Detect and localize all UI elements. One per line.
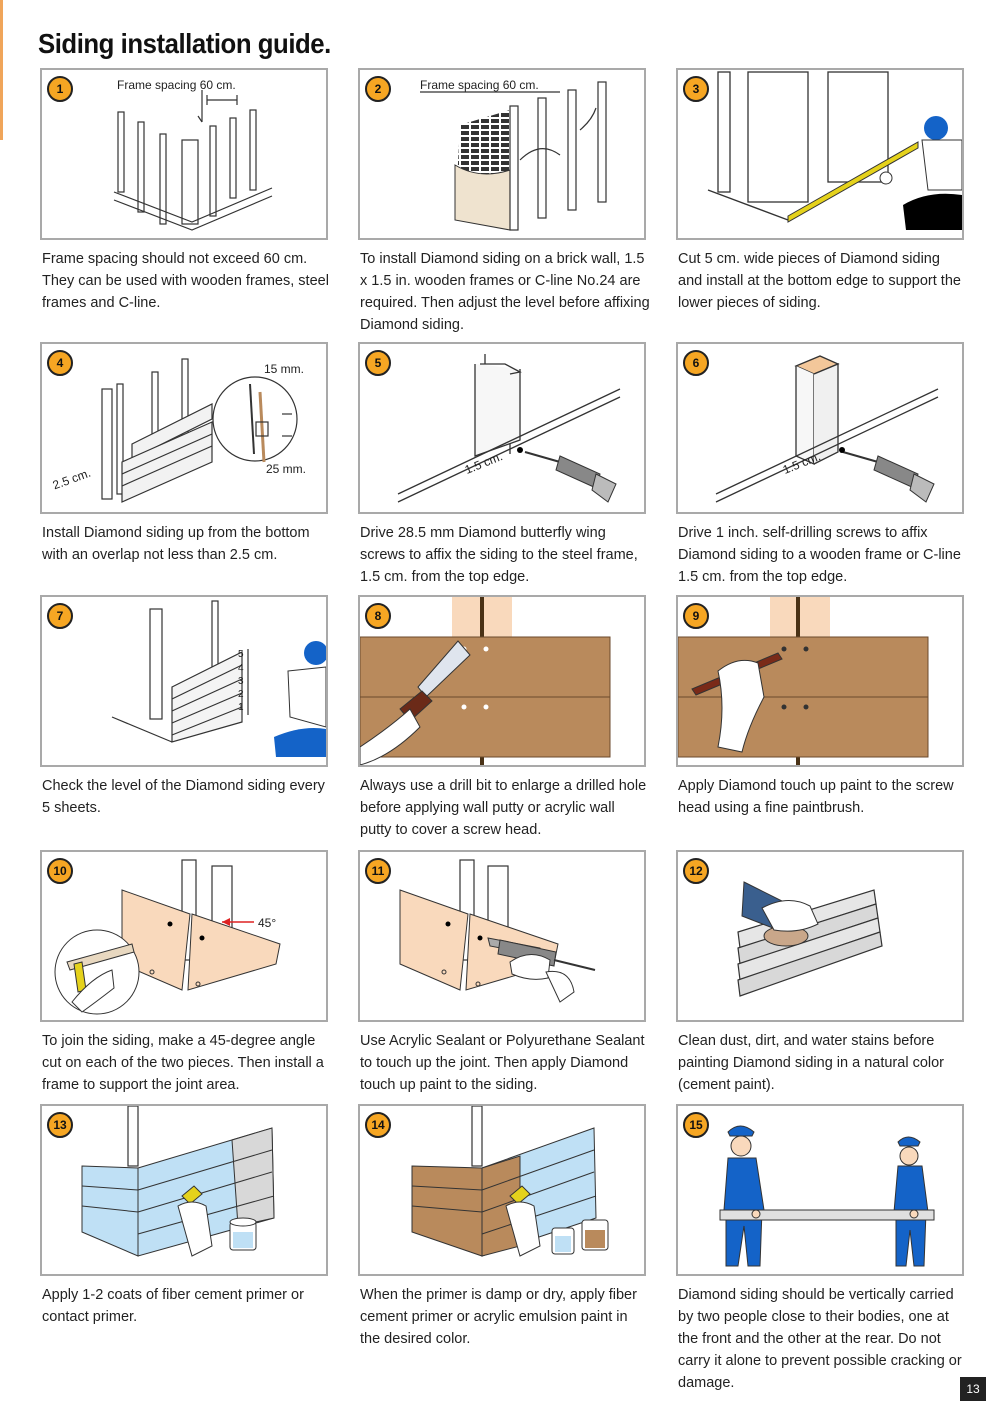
step-4-illustration	[40, 342, 328, 514]
step-number-badge: 3	[683, 76, 709, 102]
step-7-illustration	[40, 595, 328, 767]
sheet-count-4: 4	[238, 663, 244, 674]
step-caption: To join the siding, make a 45-degree angle cut on each of the two pieces. Then install a frame to support the joint area.	[42, 1033, 324, 1093]
page-edge-accent	[0, 0, 3, 140]
step-number-badge: 2	[365, 76, 391, 102]
step-caption: Drive 1 inch. self-drilling screws to affix Diamond siding to a wooden frame or C-line 1.5 cm. from the top edge.	[678, 525, 961, 585]
paint-illustration	[360, 1106, 644, 1274]
brick-wall-illustration	[360, 70, 644, 238]
step-number-badge: 8	[365, 603, 391, 629]
step-caption: Apply 1-2 coats of fiber cement primer or contact primer.	[42, 1287, 304, 1325]
step-1	[40, 68, 328, 314]
step-10-illustration	[40, 850, 328, 1022]
step-number-badge: 4	[47, 350, 73, 376]
step-number-badge: 6	[683, 350, 709, 376]
step-8	[358, 595, 646, 841]
step-caption: Cut 5 cm. wide pieces of Diamond siding and install at the bottom edge to support the lower pieces of siding.	[678, 251, 961, 311]
step-1-illustration	[40, 68, 328, 240]
step-caption: Always use a drill bit to enlarge a drilled hole before applying wall putty or acrylic wall putty to cover a screw head.	[360, 778, 647, 838]
step-4	[40, 342, 328, 566]
page-title: Siding installation guide.	[38, 28, 331, 59]
dimension-label-25mm: 25 mm.	[266, 462, 307, 476]
touch-up-paint-illustration	[678, 597, 962, 765]
step-number-badge: 1	[47, 76, 73, 102]
step-11-illustration	[358, 850, 646, 1022]
steel-frame-screw-illustration	[360, 344, 644, 512]
step-number-badge: 7	[47, 603, 73, 629]
step-14	[358, 1104, 646, 1350]
primer-illustration	[42, 1106, 326, 1274]
step-number-badge: 11	[365, 858, 391, 884]
frame-grid-illustration	[42, 70, 326, 238]
step-7	[40, 595, 328, 819]
step-3	[676, 68, 964, 314]
sheet-count-3: 3	[238, 676, 244, 687]
page-number: 13	[960, 1377, 986, 1401]
step-caption: Clean dust, dirt, and water stains before painting Diamond siding in a natural color (cement paint).	[678, 1033, 944, 1093]
step-6	[676, 342, 964, 588]
step-number-badge: 15	[683, 1112, 709, 1138]
step-11	[358, 850, 646, 1096]
step-2	[358, 68, 650, 336]
cleaning-illustration	[678, 852, 962, 1020]
step-caption: When the primer is damp or dry, apply fiber cement primer or acrylic emulsion paint in the desired color.	[360, 1287, 637, 1347]
step-caption: Use Acrylic Sealant or Polyurethane Sealant to touch up the joint. Then apply Diamond touch up paint to the siding.	[360, 1033, 645, 1093]
step-caption: Check the level of the Diamond siding every 5 sheets.	[42, 778, 325, 816]
step-caption: Install Diamond siding up from the bottom with an overlap not less than 2.5 cm.	[42, 525, 310, 563]
step-caption: Apply Diamond touch up paint to the screw head using a fine paintbrush.	[678, 778, 954, 816]
step-13	[40, 1104, 328, 1328]
step-13-illustration	[40, 1104, 328, 1276]
step-number-badge: 10	[47, 858, 73, 884]
step-caption: Frame spacing should not exceed 60 cm. They can be used with wooden frames, steel frames and C-line.	[42, 251, 329, 311]
sheet-count-5: 5	[238, 649, 244, 660]
screw-distance-label: 1.5 cm.	[462, 449, 505, 477]
step-8-illustration	[358, 595, 646, 767]
level-check-illustration	[42, 597, 326, 765]
step-caption: Drive 28.5 mm Diamond butterfly wing screws to affix the siding to the steel frame, 1.5 cm. from the top edge.	[360, 525, 638, 585]
sheet-count-1: 1	[238, 702, 244, 713]
dimension-label-15mm: 15 mm.	[264, 362, 305, 376]
step-number-badge: 5	[365, 350, 391, 376]
sealant-illustration	[360, 852, 644, 1020]
step-number-badge: 12	[683, 858, 709, 884]
angle-label: 45°	[258, 916, 277, 930]
step-5-illustration	[358, 342, 646, 514]
step-caption: Diamond siding should be vertically carried by two people close to their bodies, one at the front and the other at the rear. Do not carry it alone to prevent possible cracking or damage.	[678, 1287, 962, 1391]
step-12-illustration	[676, 850, 964, 1022]
step-2-illustration	[358, 68, 646, 240]
step-15-illustration	[676, 1104, 964, 1276]
step-caption: To install Diamond siding on a brick wall, 1.5 x 1.5 in. wooden frames or C-line No.24 are required. Then adjust the level before affixing Diamond siding.	[360, 251, 650, 333]
step-6-illustration	[676, 342, 964, 514]
angle-joint-illustration	[42, 852, 326, 1020]
wood-frame-screw-illustration	[678, 344, 962, 512]
step-3-illustration	[676, 68, 964, 240]
bottom-strip-illustration	[678, 70, 962, 238]
screw-distance-label: 1.5 cm.	[780, 449, 823, 477]
step-number-badge: 9	[683, 603, 709, 629]
step-15	[676, 1104, 964, 1394]
step-14-illustration	[358, 1104, 646, 1276]
overlap-label: 2.5 cm.	[50, 465, 93, 493]
carrying-illustration	[678, 1106, 962, 1274]
step-5	[358, 342, 646, 588]
putty-illustration	[360, 597, 644, 765]
step-number-badge: 13	[47, 1112, 73, 1138]
step-number-badge: 14	[365, 1112, 391, 1138]
step-9-illustration	[676, 595, 964, 767]
frame-spacing-label: Frame spacing 60 cm.	[420, 78, 539, 92]
step-9	[676, 595, 964, 819]
sheet-count-2: 2	[238, 689, 244, 700]
frame-spacing-label: Frame spacing 60 cm.	[117, 78, 236, 92]
step-12	[676, 850, 964, 1096]
step-10	[40, 850, 328, 1096]
